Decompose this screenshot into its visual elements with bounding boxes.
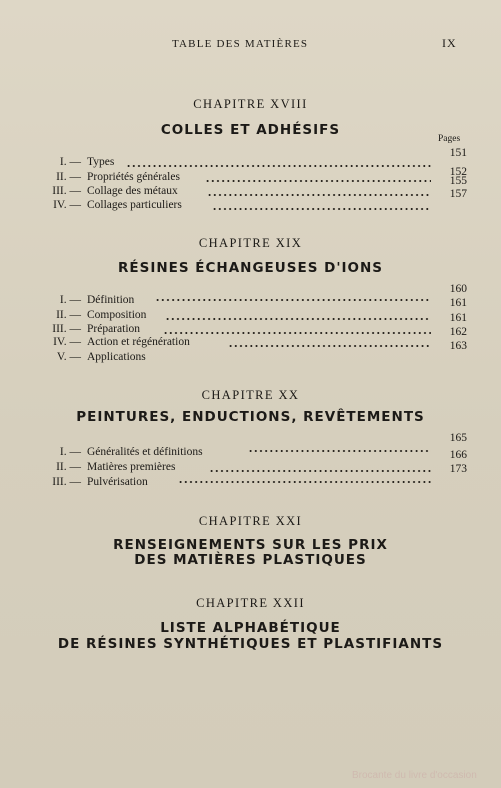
toc-entry [0, 147, 501, 169]
entry-label: Composition [87, 309, 147, 321]
chapter-21-title-line-1: RENSEIGNEMENTS SUR LES PRIX [113, 537, 388, 553]
entry-number: I. — [59, 446, 81, 458]
chapter-21-title-line-2: DES MATIÈRES PLASTIQUES [134, 552, 367, 568]
entry-label: Définition [87, 294, 135, 306]
entry-page: 152 [449, 166, 467, 178]
dot-leader [209, 470, 431, 472]
entry-number: II. — [56, 171, 81, 183]
chapter-20-title: PEINTURES, ENDUCTIONS, REVÊTEMENTS [76, 409, 425, 425]
entry-label: Préparation [87, 323, 141, 335]
entry-number: I. — [59, 156, 81, 168]
dot-leader [205, 180, 431, 182]
entry-label: Collages particuliers [87, 199, 182, 211]
chapter-22-title-line-1: LISTE ALPHABÉTIQUE [160, 620, 341, 636]
dot-leader [178, 481, 431, 483]
page-number: IX [442, 36, 457, 50]
entry-number: III. — [52, 476, 81, 488]
entry-page: 157 [449, 188, 467, 200]
toc-entry [0, 293, 501, 307]
entry-label: Collage des métaux [87, 185, 178, 197]
chapter-20-label: CHAPITRE XX [201, 388, 300, 402]
toc-entry [0, 475, 501, 489]
running-title: TABLE DES MATIÈRES [172, 38, 309, 50]
entry-number: II. — [56, 309, 81, 321]
entry-label: Généralités et définitions [87, 446, 203, 458]
toc-entry [0, 308, 501, 322]
chapter-20-page: 165 [449, 432, 467, 444]
chapter-18-label: CHAPITRE XVIII [193, 97, 308, 111]
chapter-19-label: CHAPITRE XIX [198, 236, 303, 250]
entry-number: II. — [56, 461, 81, 473]
entry-number: V. — [56, 351, 81, 363]
entry-page: 162 [449, 326, 467, 338]
chapter-18-title: COLLES ET ADHÉSIFS [160, 122, 341, 138]
entry-label: Action et régénération [87, 336, 190, 348]
chapter-22-label: CHAPITRE XXII [196, 596, 305, 610]
running-header [0, 38, 501, 54]
entry-page: 163 [449, 340, 467, 352]
chapter-21-label: CHAPITRE XXI [198, 514, 303, 528]
entry-page: 161 [449, 312, 467, 324]
entry-number: III. — [52, 185, 81, 197]
entry-page: 155 [449, 175, 467, 187]
pages-column-label: Pages [438, 134, 461, 144]
dot-leader [163, 332, 431, 334]
entry-label: Applications [87, 351, 146, 363]
chapter-22-title-line-2: DE RÉSINES SYNTHÉTIQUES ET PLASTIFIANTS [57, 636, 444, 652]
chapter-19-title: RÉSINES ÉCHANGEUSES D'IONS [118, 260, 383, 276]
entry-label: Pulvérisation [87, 476, 148, 488]
toc-entry [0, 166, 501, 184]
entry-number: I. — [59, 294, 81, 306]
seller-watermark: Brocante du livre d'occasion [352, 770, 477, 781]
toc-entry [0, 460, 501, 474]
toc-entry [0, 445, 501, 459]
dot-leader [248, 450, 431, 452]
dot-leader [155, 299, 431, 301]
entry-page: 166 [449, 449, 467, 461]
entry-label: Propriétés générales [87, 171, 180, 183]
dot-leader [207, 194, 431, 196]
entry-page: 173 [449, 463, 467, 475]
entry-page: 161 [449, 297, 467, 309]
dot-leader [228, 345, 431, 347]
entry-label: Types [87, 156, 115, 168]
entry-number: IV. — [53, 199, 81, 211]
entry-label: Matières premières [87, 461, 176, 473]
dot-leader [126, 165, 431, 167]
entry-number: III. — [52, 323, 81, 335]
entry-number: IV. — [53, 336, 81, 348]
dot-leader [165, 318, 431, 320]
toc-entry [0, 335, 501, 352]
chapter-19-page: 160 [449, 283, 467, 295]
toc-entry [0, 350, 501, 364]
toc-entry [0, 322, 501, 336]
dot-leader [212, 208, 431, 210]
entry-page: 151 [449, 147, 467, 159]
